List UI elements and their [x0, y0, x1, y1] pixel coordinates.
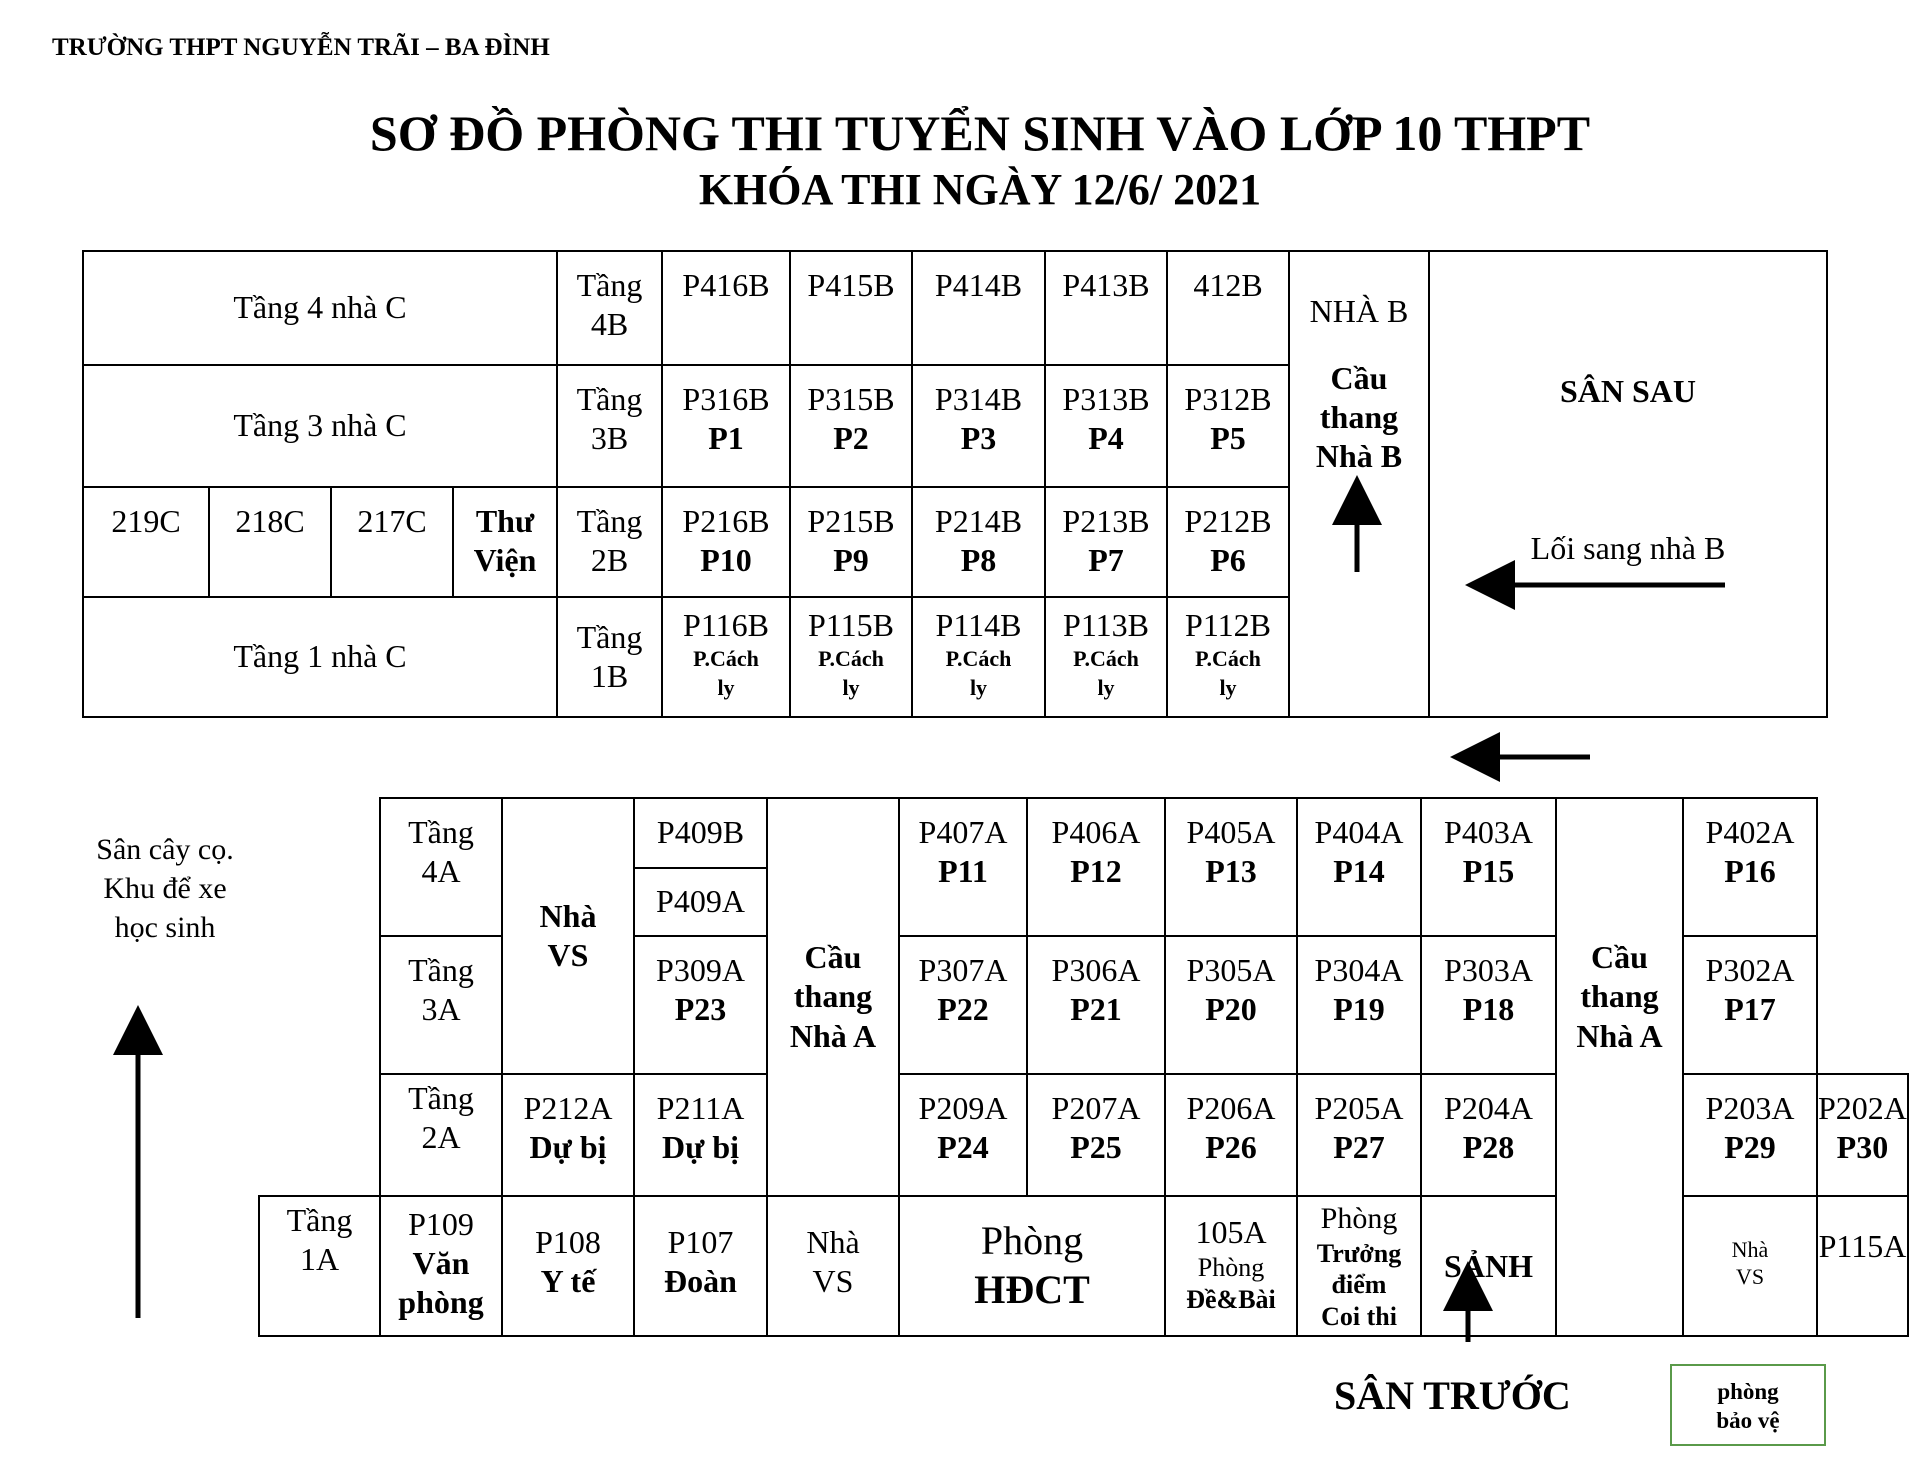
room-p406a: P406A P12: [1027, 798, 1165, 936]
room-219c: 219C: [83, 487, 209, 597]
room-p304a: P304A P19: [1297, 936, 1421, 1074]
room-p215b: P215B P9: [790, 487, 912, 597]
room-p207a: P207A P25: [1027, 1074, 1165, 1196]
room-hdct: Phòng HĐCT: [899, 1196, 1165, 1336]
room-p415b: P415B: [790, 251, 912, 365]
room-p107-union: P107 Đoàn: [634, 1196, 767, 1336]
toilet-ground-2: Nhà VS: [1683, 1196, 1817, 1336]
room-p316b: P316B P1: [662, 365, 790, 487]
room-218c: 218C: [209, 487, 331, 597]
floor1-c: Tầng 1 nhà C: [83, 597, 557, 717]
room-p214b: P214B P8: [912, 487, 1045, 597]
room-p108-medical: P108 Y tế: [502, 1196, 634, 1336]
room-p413b: P413B: [1045, 251, 1167, 365]
room-p206a: P206A P26: [1165, 1074, 1297, 1196]
room-p114b: P114B P.Cách ly: [912, 597, 1045, 717]
room-p216b: P216B P10: [662, 487, 790, 597]
room-p416b: P416B: [662, 251, 790, 365]
room-p309a: P309A P23: [634, 936, 767, 1074]
room-p307a: P307A P22: [899, 936, 1027, 1074]
room-p407a: P407A P11: [899, 798, 1027, 936]
room-p403a: P403A P15: [1421, 798, 1556, 936]
floor-label-2a: Tầng 2A: [380, 1074, 502, 1196]
room-p409a: P409A: [634, 868, 767, 936]
floor-label-4b: Tầng 4B: [557, 251, 662, 365]
room-p302a: P302A P17: [1683, 936, 1817, 1074]
guard-room: phòng bảo vệ: [1670, 1364, 1826, 1446]
toilet-block: Nhà VS: [502, 798, 634, 1074]
floor-label-1b: Tầng 1B: [557, 597, 662, 717]
palm-yard-parking: Sân cây cọ. Khu để xe học sinh: [96, 833, 234, 944]
room-p414b: P414B: [912, 251, 1045, 365]
room-p402a: P402A P16: [1683, 798, 1817, 936]
room-p313b: P313B P4: [1045, 365, 1167, 487]
back-yard: SÂN SAU Lối sang nhà B: [1429, 251, 1827, 717]
building-a-stair-left: Cầu thang Nhà A: [767, 798, 899, 1196]
room-p404a: P404A P14: [1297, 798, 1421, 936]
room-p204a: P204A P28: [1421, 1074, 1556, 1196]
floor-label-4a: Tầng 4A: [380, 798, 502, 936]
floor4-c: Tầng 4 nhà C: [83, 251, 557, 365]
room-p115b: P115B P.Cách ly: [790, 597, 912, 717]
room-p209a: P209A P24: [899, 1074, 1027, 1196]
room-p213b: P213B P7: [1045, 487, 1167, 597]
exam-date-title: KHÓA THI NGÀY 12/6/ 2021: [698, 165, 1262, 214]
room-p113b: P113B P.Cách ly: [1045, 597, 1167, 717]
room-p315b: P315B P2: [790, 365, 912, 487]
room-217c: 217C: [331, 487, 453, 597]
room-p115a: P115A: [1817, 1196, 1908, 1336]
building-a-stair-right: Cầu thang Nhà A: [1556, 798, 1683, 1336]
room-p212b: P212B P6: [1167, 487, 1289, 597]
floor-label-3b: Tầng 3B: [557, 365, 662, 487]
library: Thư Viện: [453, 487, 557, 597]
floor-label-3a: Tầng 3A: [380, 936, 502, 1074]
path-to-building-b: Lối sang nhà B: [1530, 530, 1726, 567]
room-p211a: P211A Dự bị: [634, 1074, 767, 1196]
room-p116b: P116B P.Cách ly: [662, 597, 790, 717]
room-p306a: P306A P21: [1027, 936, 1165, 1074]
room-p202a: P202A P30: [1817, 1074, 1908, 1196]
room-p409b: P409B: [634, 798, 767, 868]
room-p205a: P205A P27: [1297, 1074, 1421, 1196]
lobby: SẢNH: [1421, 1196, 1556, 1336]
room-p303a: P303A P18: [1421, 936, 1556, 1074]
room-p314b: P314B P3: [912, 365, 1045, 487]
building-b-name: NHÀ B: [1309, 293, 1409, 329]
school-name: TRƯỜNG THPT NGUYỄN TRÃI – BA ĐÌNH: [52, 34, 550, 61]
room-p405a: P405A P13: [1165, 798, 1297, 936]
room-p305a: P305A P20: [1165, 936, 1297, 1074]
toilet-ground-1: Nhà VS: [767, 1196, 899, 1336]
room-p312b: P312B P5: [1167, 365, 1289, 487]
room-412b: 412B: [1167, 251, 1289, 365]
room-105a-exam-papers: 105A Phòng Đề&Bài: [1165, 1196, 1297, 1336]
front-yard: SÂN TRƯỚC: [1334, 1373, 1571, 1418]
room-p109-office: P109 Văn phòng: [380, 1196, 502, 1336]
room-p212a: P212A Dự bị: [502, 1074, 634, 1196]
room-p203a: P203A P29: [1683, 1074, 1817, 1196]
floor-label-1a: Tầng 1A: [259, 1196, 380, 1336]
room-truong-diem: Phòng Trưởng điểm Coi thi: [1297, 1196, 1421, 1336]
page-title: SƠ ĐỒ PHÒNG THI TUYỂN SINH VÀO LỚP 10 THPT: [369, 105, 1591, 161]
floor-label-2b: Tầng 2B: [557, 487, 662, 597]
room-p112b: P112B P.Cách ly: [1167, 597, 1289, 717]
building-b-stair: NHÀ B Cầu thang Nhà B: [1289, 251, 1429, 717]
floor3-c: Tầng 3 nhà C: [83, 365, 557, 487]
